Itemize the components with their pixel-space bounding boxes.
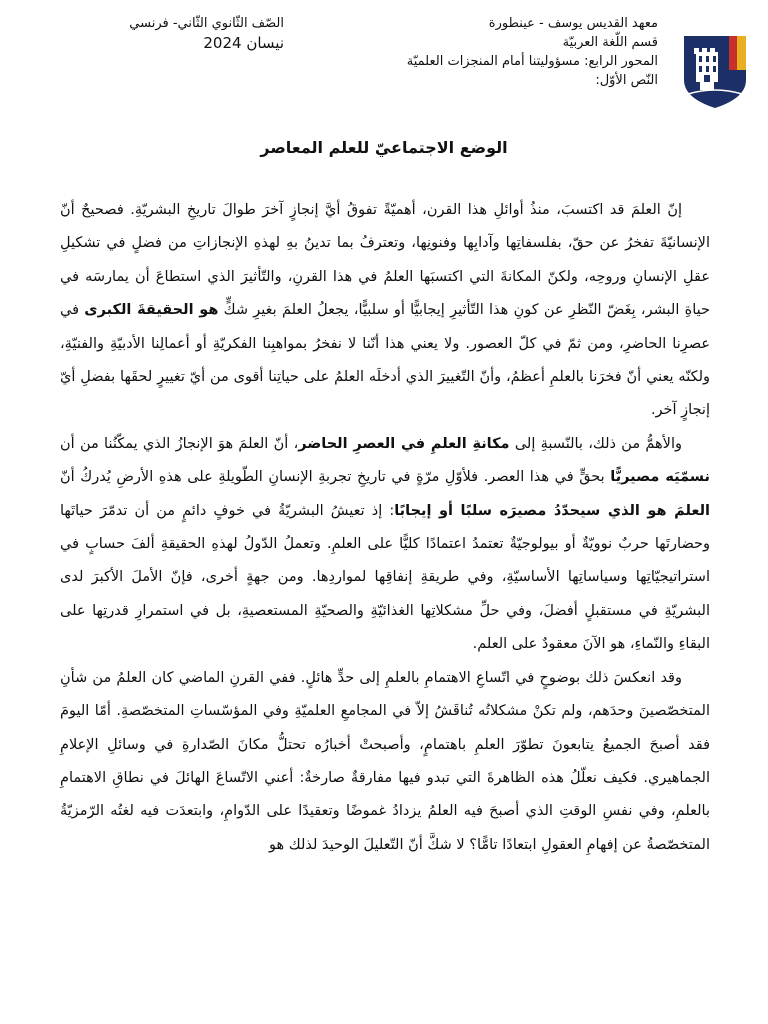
paragraph-1-bold-a: هو الحقيقةَ الكبرى [84,302,219,319]
paragraph-2-bold-c: العلمَ هو الذي سيحدّدُ مصيرَه سلبًا أو إيجابًا [394,502,711,519]
article-body [60,194,710,862]
school-name: معهد القديس يوسف - عينطورة [488,16,658,31]
paragraph-2-text-d: : إذ تعيشُ البشريّةُ في خوفٍ دائمٍ من أن تدمّرَ حياتَها وحضارتَها حربٌ نوويّةٌ أو بيولوجيّةٌ تعتمدُ اعتمادًا كليًّا على العلمِ. وتعملُ الدّولُ لهذهِ الحقيقةِ ألفَ حسابٍ في استراتيجيّاتِها وسياساتِها الأساسيّةِ، وفي طريقةِ إنفاقِها لمواردِها. ومن جهةٍ أخرى، فإنّ الأملَ الأكبرَ لدى البشريّةِ في مستقبلٍ أفضلَ، وفي حلِّ مشكلاتِها الغذائيّةِ والصحيّةِ المستعصيةِ، بل في استمرارِ قدرتِها على البقاءِ والنّماءِ، هو الآنَ معقودٌ على العلم. [60,502,710,653]
date-label: نيسان 2024 [203,34,284,52]
paragraph-1-text-b: في عصرِنا الحاضرِ، ومن ثمّ في كلّ العصور. ولا يعني هذا أنّنا لا نفخرُ بمواهبِنا الفكريّةِ أو أعمالِنا الأدبيّةِ والفنيّةِ، ولكنّه يعني أنّ فخرَنا بالعلمِ أعظمُ، وأنّ التّغييرَ الذي أدخلَه العلمُ على حياتِنا أقوى من أيّ تغييرٍ لحقَها بفضلِ أيّ إنجازٍ آخر. [60,302,710,419]
axis-label: المحور الرابع: مسؤوليتنا أمام المنجزات العلميّة [406,54,658,69]
department-name: قسم اللّغة العربيّة [562,35,658,50]
grade-label: الصّف الثّانوي الثّاني- فرنسي [129,16,284,31]
text-label: النّص الأوّل: [595,73,658,88]
paragraph-1-text-a: إنّ العلمَ قد اكتسبَ، منذُ أوائلِ هذا القرن، أهميّةً تفوقُ أيَّ إنجازٍ آخرَ طوالَ تاريخِ البشريّةِ. فصحيحٌ أنّ الإنسانيّةَ تفخرُ عن حقّ، بفلسفاتِها وآدابِها وفنونِها، وتعترفُ بما تدينُ بهِ لهذهِ الإنجازاتِ من فضلٍ في تشكيلِ عقلِ الإنسانِ وروحِه، ولكنّ المكانةَ التي اكتسبَها العلمُ في هذا القرنِ، والتّأثيرَ الذي استطاعَ أن يمارسَه في حياةِ البشر، بِغَضّ النّظرِ عن كونِ هذا التّأثيرِ إيجابيًّا أو سلبيًّا، يجعلُ العلمَ بغيرِ شكٍّ [60,202,710,319]
paragraph-2-bold-a: مكانةِ العلمِ في العصرِ الحاضر [298,435,510,452]
paragraph-3 [60,662,710,862]
paragraph-2-text-c: بحقٍّ في هذا العصر. فلأوّلِ مرّةٍ في تاريخِ تجربةِ الإنسانِ الطّويلةِ على هذهِ الأرضِ يُدركُ أنّ [60,469,611,486]
document-title: الوضع الاجتماعيّ للعلم المعاصر [260,138,508,157]
header-institution [358,14,658,90]
paragraph-3-text-a: وقد انعكسَ ذلك بوضوحٍ في اتّساعِ الاهتمامِ بالعلمِ إلى حدٍّ هائلٍ. ففي القرنِ الماضي كان العلمُ من شأنِ المتخصّصينَ وحدَهم، ولم تكنْ مشكلاتُه تُناقَشُ إلاّ في المجامعِ العلميّةِ وفي المؤسّساتِ المتخصّصةِ. أمّا اليومَ فقد أصبحَ الجميعُ يتابعونَ تطوّرَ العلمِ باهتمامٍ، وأصبحتْ أخبارُه تحتلُّ مكانَ الصّدارةِ في وسائلِ الإعلامِ الجماهيري. فكيف نعلّلُ هذه الظاهرةَ التي تبدو فيها مفارقةٌ صارخةٌ: أعني الاتّساعَ الهائلَ في نطاقِ الاهتمامِ بالعلمِ، وفي نفسِ الوقتِ الذي أصبحَ فيه العلمُ يزدادُ غموضًا وتعقيدًا على الدّوامِ، وابتعدَت فيه لغتُه الرّمزيّةُ المتخصّصةُ عن إفهامِ العقولِ ابتعادًا تامًّا؟ لا شكَّ أنّ التّعليلَ الوحيدَ لذلك هو [60,669,710,853]
paragraph-2-bold-b: نسمّيَه مصيريًّا [610,469,710,486]
school-crest-logo [682,34,748,110]
paragraph-1 [60,194,710,428]
paragraph-2 [60,428,710,662]
header-class-info [84,14,284,53]
paragraph-2-text-a: والأهمُّ من ذلك، بالنّسبةِ إلى [509,435,682,452]
paragraph-2-text-b: ، أنّ العلمَ هوَ الإنجازُ الذي يمكّنُنا من أن [60,435,299,452]
